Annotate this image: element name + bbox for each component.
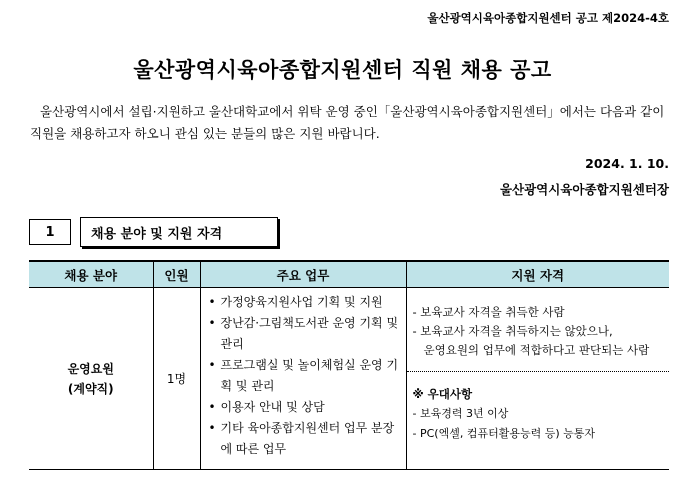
- preference-section: [407, 372, 670, 444]
- table-header-row: [29, 261, 669, 288]
- duty-item: • 가정양육지원사업 기획 및 지원: [209, 292, 402, 313]
- field-name: 운영요원: [67, 361, 114, 376]
- page-title: 울산광역시육아종합지원센터 직원 채용 공고: [133, 58, 552, 82]
- section-title: 채용 분야 및 지원 자격: [80, 217, 278, 247]
- duty-item: • 기타 육아종합지원센터 업무 분장에 따른 업무: [209, 418, 402, 460]
- section-number: 1: [29, 219, 71, 245]
- preference-item: - PC(엑셀, 컴퓨터활용능력 등) 능통자: [412, 427, 595, 440]
- signer: 울산광역시육아종합지원센터장: [499, 182, 669, 197]
- field-cell: [29, 288, 153, 470]
- header-count: 인원: [153, 261, 200, 288]
- count-cell: 1명: [153, 288, 200, 470]
- qualification-item-continued: 운영요원의 업무에 적합하다고 판단되는 사람: [423, 343, 650, 357]
- table-row: [29, 288, 669, 470]
- notice-date: 2024. 1. 10.: [585, 156, 669, 171]
- field-type: (계약직): [67, 381, 114, 396]
- header-duties: 주요 업무: [200, 261, 406, 288]
- qualifications-list: [407, 288, 670, 372]
- qualifications-cell: [406, 288, 669, 470]
- header-qualifications: 지원 자격: [406, 261, 669, 288]
- duty-item: • 이용자 안내 및 상담: [209, 397, 402, 418]
- qualification-item: - 보육교사 자격을 취득하지는 않았으나,: [412, 324, 613, 338]
- duty-item: • 장난감·그림책도서관 운영 기획 및 관리: [209, 313, 402, 355]
- notice-number: 울산광역시육아종합지원센터 공고 제2024-4호: [427, 11, 669, 25]
- intro-text: 울산광역시에서 설립·지원하고 울산대학교에서 위탁 운영 중인「울산광역시육아종합지원센터」에서는 다음과 같이 직원을 채용하고자 하오니 관심 있는 분들의 많은 지원 바랍니다.: [30, 104, 665, 141]
- intro-paragraph: [30, 101, 670, 145]
- recruitment-table: [29, 260, 669, 470]
- preference-heading: ※ 우대사항: [412, 387, 473, 401]
- duties-cell: [200, 288, 406, 470]
- header-field: 채용 분야: [29, 261, 153, 288]
- duty-item: • 프로그램실 및 놀이체험실 운영 기획 및 관리: [209, 355, 402, 397]
- duties-list: [201, 288, 406, 460]
- preference-item: - 보육경력 3년 이상: [412, 407, 509, 420]
- qualification-item: - 보육교사 자격을 취득한 사람: [412, 305, 565, 319]
